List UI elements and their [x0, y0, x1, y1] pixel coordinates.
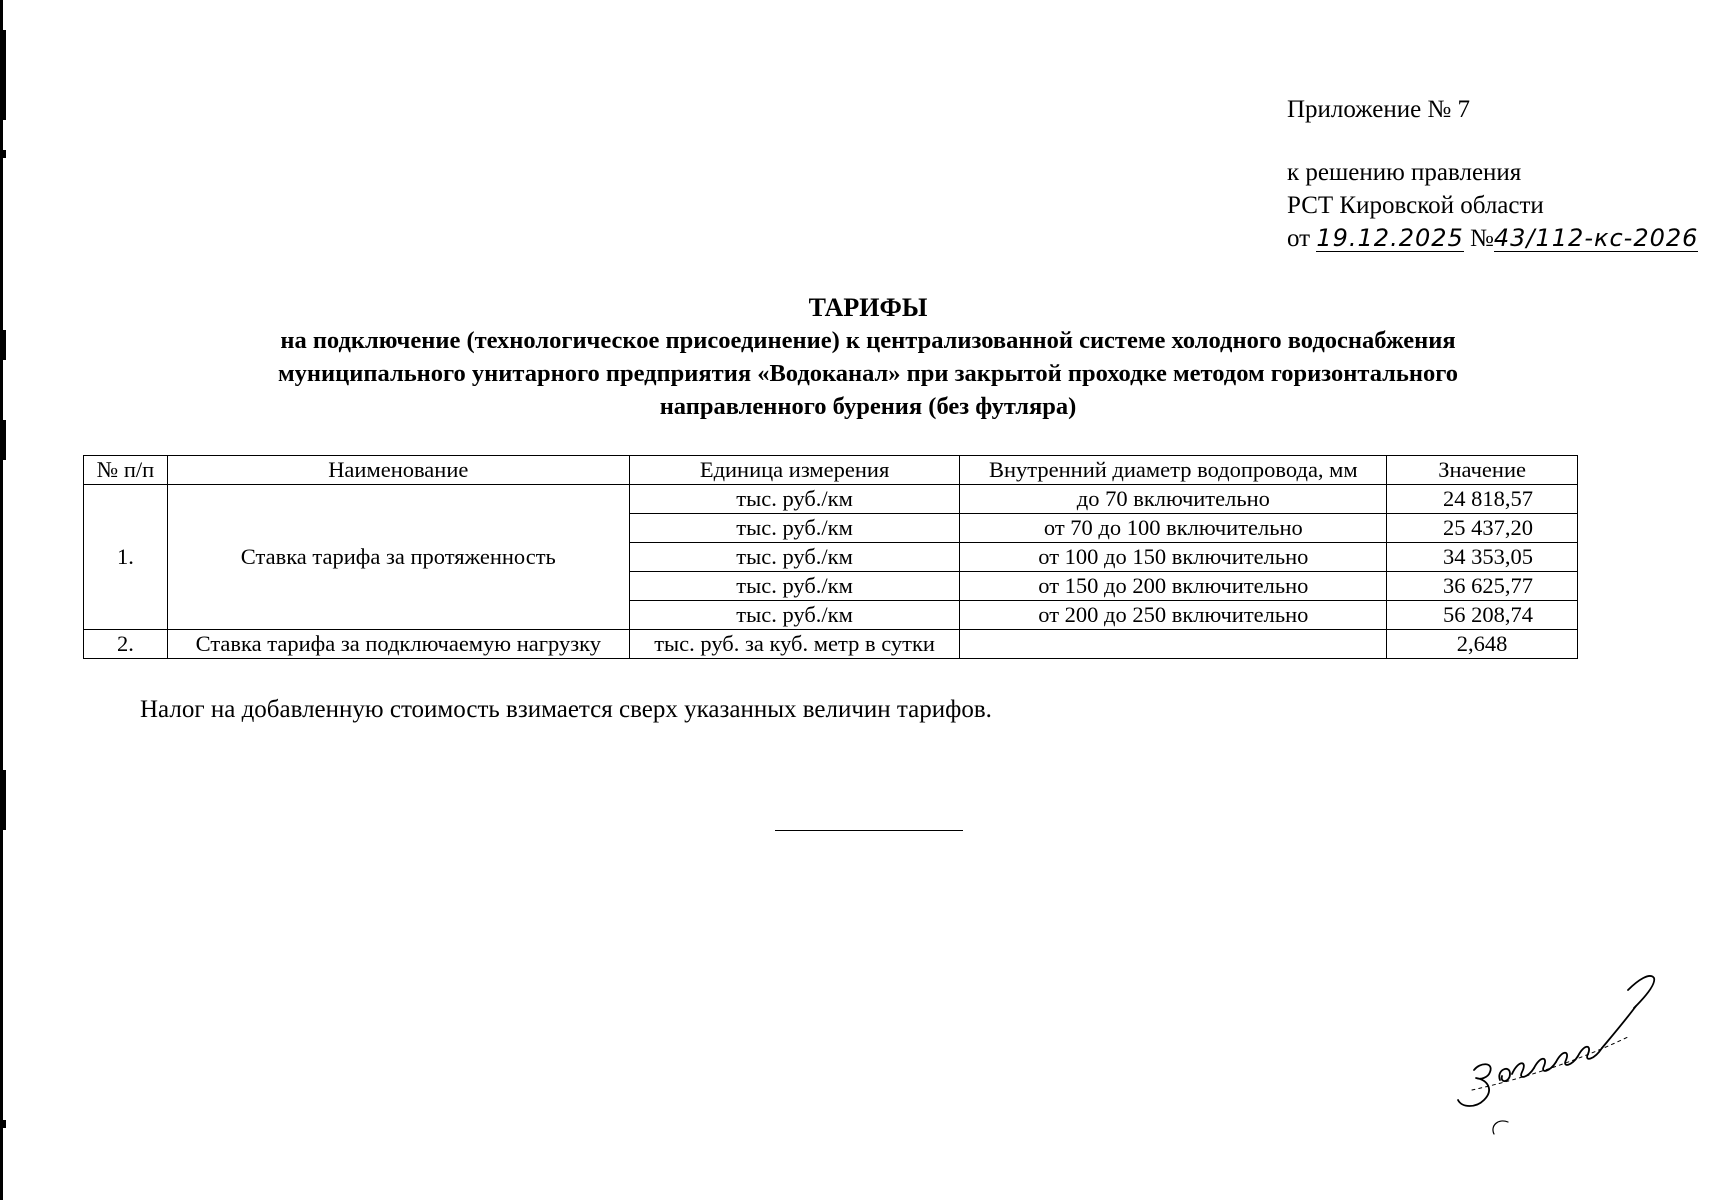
- cell-diameter: от 200 до 250 включительно: [960, 601, 1387, 630]
- cell-unit: тыс. руб./км: [629, 485, 960, 514]
- appendix-date-number-line: [1287, 222, 1698, 255]
- cell-value: 36 625,77: [1387, 572, 1578, 601]
- closing-separator: [775, 830, 963, 831]
- appendix-block: [1287, 93, 1698, 255]
- table-row: [84, 630, 1578, 659]
- table-header-row: [84, 456, 1578, 485]
- cell-diameter: до 70 включительно: [960, 485, 1387, 514]
- document-heading: [80, 292, 1656, 423]
- header-number: № п/п: [84, 456, 168, 485]
- number-prefix: №: [1470, 225, 1494, 252]
- cell-value: 34 353,05: [1387, 543, 1578, 572]
- document-title: ТАРИФЫ: [808, 293, 928, 322]
- cell-value: 24 818,57: [1387, 485, 1578, 514]
- appendix-decision-line: к решению правления: [1287, 159, 1522, 186]
- table-row: [84, 485, 1578, 514]
- cell-value: 2,648: [1387, 630, 1578, 659]
- cell-diameter: от 100 до 150 включительно: [960, 543, 1387, 572]
- row-number: 1.: [84, 485, 168, 630]
- row-number: 2.: [84, 630, 168, 659]
- cell-diameter: от 150 до 200 включительно: [960, 572, 1387, 601]
- handwritten-number: 43/112-кс-2026: [1493, 224, 1699, 252]
- cell-diameter: от 70 до 100 включительно: [960, 514, 1387, 543]
- cell-unit: тыс. руб./км: [629, 514, 960, 543]
- document-subtitle-line: на подключение (технологическое присоединение) к централизованной системе холодного водоснабжения: [280, 327, 1456, 354]
- date-prefix: от: [1287, 225, 1311, 252]
- row-name: Ставка тарифа за протяженность: [167, 485, 629, 630]
- vat-note: Налог на добавленную стоимость взимается сверх указанных величин тарифов.: [140, 696, 992, 723]
- signature-mark: [1418, 950, 1678, 1140]
- scan-edge-marks: [0, 0, 8, 1200]
- cell-diameter: [960, 630, 1387, 659]
- document-subtitle-line: направленного бурения (без футляра): [659, 393, 1077, 420]
- header-unit: Единица измерения: [629, 456, 960, 485]
- row-name: Ставка тарифа за подключаемую нагрузку: [167, 630, 629, 659]
- cell-unit: тыс. руб./км: [629, 543, 960, 572]
- handwritten-date: 19.12.2025: [1316, 224, 1464, 252]
- header-value: Значение: [1387, 456, 1578, 485]
- cell-value: 25 437,20: [1387, 514, 1578, 543]
- tariff-table: [83, 455, 1578, 659]
- cell-unit: тыс. руб./км: [629, 601, 960, 630]
- header-name: Наименование: [167, 456, 629, 485]
- appendix-title: Приложение № 7: [1287, 96, 1471, 123]
- cell-unit: тыс. руб. за куб. метр в сутки: [629, 630, 960, 659]
- cell-value: 56 208,74: [1387, 601, 1578, 630]
- header-diameter: Внутренний диаметр водопровода, мм: [960, 456, 1387, 485]
- cell-unit: тыс. руб./км: [629, 572, 960, 601]
- document-subtitle-line: муниципального унитарного предприятия «Водоканал» при закрытой проходке методом горизонтального: [277, 360, 1458, 387]
- appendix-authority-line: РСТ Кировской области: [1287, 192, 1544, 219]
